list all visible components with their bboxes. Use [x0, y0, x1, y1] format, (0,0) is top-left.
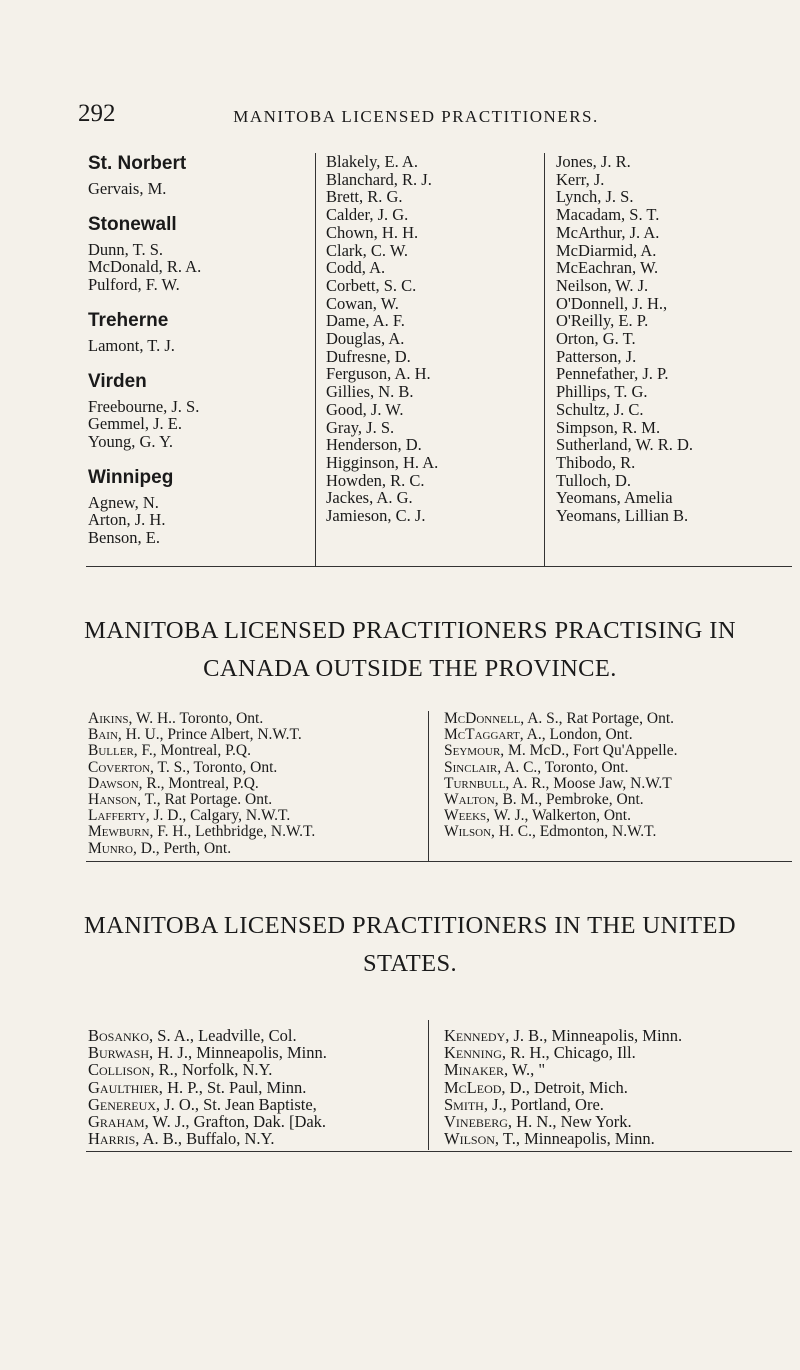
practitioner-entry — [444, 1096, 784, 1113]
canada-list-left — [88, 711, 418, 857]
practitioner-name: Tulloch, D. — [556, 470, 632, 490]
entry-surname: Graham, — [88, 1112, 149, 1132]
practitioner-entry — [88, 1061, 418, 1078]
practitioner-name: McEachran, W. — [556, 258, 659, 278]
entry-surname: Wilson, — [444, 1129, 500, 1149]
practitioner-name: Calder, J. G. — [326, 205, 409, 225]
entry-surname: Bain, — [88, 726, 122, 744]
practitioner-name: Blanchard, R. J. — [326, 169, 432, 189]
practitioner-entry — [444, 808, 784, 824]
practitioner-name: Chown, H. H. — [326, 222, 419, 242]
practitioner-name: Schultz, J. C. — [556, 399, 644, 419]
practitioner-name: Patterson, J. — [556, 346, 637, 366]
entry-surname: Lafferty, — [88, 807, 150, 825]
entry-details: J. B., Minneapolis, Minn. — [509, 1026, 683, 1045]
town-column-2 — [326, 153, 536, 525]
entry-surname: Coverton, — [88, 758, 154, 776]
practitioner-name: Dame, A. F. — [326, 311, 405, 331]
entry-surname: Bosanko, — [88, 1026, 154, 1045]
entry-surname: McDonnell, — [444, 710, 525, 727]
practitioner-name: Pulford, F. W. — [88, 275, 180, 295]
canada-title-line-2: CANADA OUTSIDE THE PROVINCE. — [203, 655, 617, 682]
entry-details: A. R., Moose Jaw, N.W.T — [509, 774, 672, 792]
entry-surname: McLeod, — [444, 1077, 506, 1097]
town-column-3 — [556, 153, 776, 525]
section-rule-1 — [86, 566, 792, 567]
practitioner-entry — [88, 1044, 418, 1061]
us-section-title — [60, 907, 760, 983]
practitioner-name: McArthur, J. A. — [556, 222, 660, 242]
town-heading: Stonewall — [88, 213, 177, 235]
practitioner-name: Macadam, S. T. — [556, 205, 660, 225]
entry-surname: Collison, — [88, 1060, 155, 1080]
column-divider-2 — [544, 153, 545, 566]
practitioner-name: Benson, E. — [88, 528, 160, 548]
entry-details: H. J., Minneapolis, Minn. — [153, 1043, 327, 1063]
entry-surname: Minaker, — [444, 1060, 509, 1080]
running-title: MANITOBA LICENSED PRACTITIONERS. — [233, 107, 599, 126]
entry-details: A. S., Rat Portage, Ont. — [524, 710, 675, 727]
entry-details: R., Montreal, P.Q. — [142, 774, 259, 792]
practitioner-name: Brett, R. G. — [326, 187, 403, 207]
practitioner-name: Kerr, J. — [556, 169, 605, 189]
practitioner-entry — [444, 776, 784, 792]
entry-details: T., Rat Portage. Ont. — [140, 791, 273, 809]
practitioner-entry — [88, 1130, 418, 1147]
practitioner-entry — [88, 711, 418, 727]
practitioner-entry — [444, 727, 784, 743]
practitioner-name: Cowan, W. — [326, 293, 399, 313]
practitioner-name: Dunn, T. S. — [88, 239, 164, 259]
practitioner-entry — [88, 1027, 418, 1044]
practitioner-entry — [88, 824, 418, 840]
entry-surname: Buller, — [88, 742, 138, 760]
practitioner-entry — [444, 1079, 784, 1096]
practitioner-entry — [444, 792, 784, 808]
town-heading: Virden — [88, 370, 147, 392]
entry-details: S. A., Leadville, Col. — [153, 1026, 297, 1045]
entry-details: A. B., Buffalo, N.Y. — [139, 1129, 275, 1149]
entry-surname: Aikins, — [88, 710, 133, 727]
entry-surname: Smith, — [444, 1094, 488, 1114]
practitioner-entry — [88, 841, 418, 857]
practitioner-name: McDiarmid, A. — [556, 240, 657, 260]
entry-surname: Munro, — [88, 839, 137, 857]
entry-details: W. H.. Toronto, Ont. — [132, 710, 264, 727]
entry-details: D., Detroit, Mich. — [505, 1077, 628, 1097]
entry-surname: Turnbull, — [444, 774, 510, 792]
practitioner-name: O'Reilly, E. P. — [556, 311, 649, 331]
practitioner-name: Jackes, A. G. — [326, 488, 413, 508]
practitioner-name: Young, G. Y. — [88, 431, 173, 451]
entry-details: A. C., Toronto, Ont. — [501, 758, 629, 776]
practitioner-entry — [88, 760, 418, 776]
section-rule-2 — [86, 861, 792, 862]
column-divider-1 — [315, 153, 316, 566]
practitioner-entry — [444, 1130, 784, 1147]
practitioner-name: Clark, C. W. — [326, 240, 409, 260]
entry-details: T. S., Toronto, Ont. — [153, 758, 278, 776]
practitioner-entry — [88, 727, 418, 743]
town-heading: St. Norbert — [88, 153, 187, 174]
entry-surname: Sinclair, — [444, 758, 502, 776]
practitioner-name: Lynch, J. S. — [556, 187, 634, 207]
practitioner-name: Gervais, M. — [88, 179, 167, 198]
practitioner-name: Good, J. W. — [326, 399, 404, 419]
entry-details: W., " — [508, 1060, 546, 1080]
town-column-1 — [88, 153, 303, 547]
entry-details: A., London, Ont. — [523, 726, 633, 744]
entry-surname: Kenning, — [444, 1043, 507, 1063]
practitioner-entry — [88, 1079, 418, 1096]
practitioner-entry — [444, 711, 784, 727]
page-number: 292 — [78, 100, 116, 127]
canada-title-line-1: MANITOBA LICENSED PRACTITIONERS PRACTISING IN — [84, 617, 736, 644]
practitioner-entry — [88, 1096, 418, 1113]
entry-details: W. J., Grafton, Dak. [Dak. — [148, 1112, 327, 1132]
practitioner-entry — [444, 760, 784, 776]
practitioner-name: Gray, J. S. — [326, 417, 395, 437]
practitioner-name: Gemmel, J. E. — [88, 414, 182, 434]
practitioner-name: Lamont, T. J. — [88, 335, 175, 355]
us-list-right — [444, 1027, 784, 1147]
practitioner-name: Thibodo, R. — [556, 452, 636, 472]
practitioner-entry — [88, 743, 418, 759]
entry-surname: Hanson, — [88, 791, 141, 809]
practitioner-name: Phillips, T. G. — [556, 382, 648, 402]
practitioner-name: Higginson, H. A. — [326, 452, 439, 472]
practitioner-name: Codd, A. — [326, 258, 386, 278]
town-heading: Treherne — [88, 309, 169, 331]
practitioner-name: Henderson, D. — [326, 435, 422, 455]
entry-surname: Kennedy, — [444, 1026, 510, 1045]
practitioner-name: Freebourne, J. S. — [88, 396, 200, 416]
entry-details: J. O., St. Jean Baptiste, — [160, 1094, 317, 1114]
practitioner-name: Ferguson, A. H. — [326, 364, 431, 384]
entry-surname: Vineberg, — [444, 1112, 513, 1132]
canada-divider — [428, 711, 429, 861]
practitioner-name: Jamieson, C. J. — [326, 506, 426, 526]
entry-details: F., Montreal, P.Q. — [137, 742, 251, 760]
practitioner-entry — [444, 824, 784, 840]
practitioner-name: Douglas, A. — [326, 329, 405, 349]
entry-details: M. McD., Fort Qu'Appelle. — [504, 742, 678, 760]
entry-surname: Harris, — [88, 1129, 140, 1149]
entry-details: H. N., New York. — [512, 1112, 632, 1132]
entry-details: H. C., Edmonton, N.W.T. — [494, 823, 657, 841]
practitioner-name: Howden, R. C. — [326, 470, 425, 490]
section-rule-3 — [86, 1151, 792, 1152]
entry-details: B. M., Pembroke, Ont. — [498, 791, 644, 809]
practitioner-entry — [444, 1044, 784, 1061]
practitioner-entry — [444, 1113, 784, 1130]
practitioner-entry — [444, 1061, 784, 1078]
practitioner-entry — [88, 776, 418, 792]
practitioner-name: Jones, J. R. — [556, 152, 631, 171]
entry-details: R. H., Chicago, Ill. — [506, 1043, 636, 1063]
practitioner-entry — [88, 1113, 418, 1130]
practitioner-name: Corbett, S. C. — [326, 275, 417, 295]
entry-surname: Burwash, — [88, 1043, 154, 1063]
town-heading: Winnipeg — [88, 466, 174, 488]
practitioner-entry — [444, 743, 784, 759]
practitioner-name: Blakely, E. A. — [326, 152, 418, 171]
practitioner-name: Sutherland, W. R. D. — [556, 435, 694, 455]
canada-list-right — [444, 711, 784, 841]
us-title-line-1: MANITOBA LICENSED PRACTITIONERS IN THE UNITED — [83, 912, 737, 939]
practitioner-entry — [88, 808, 418, 824]
practitioner-name: Simpson, R. M. — [556, 417, 661, 437]
entry-details: H. P., St. Paul, Minn. — [162, 1077, 307, 1097]
us-list-left — [88, 1027, 418, 1147]
running-head — [78, 100, 718, 130]
entry-surname: Walton, — [444, 791, 499, 809]
practitioner-name: Neilson, W. J. — [556, 275, 649, 295]
practitioner-name: Yeomans, Amelia — [556, 488, 673, 508]
entry-details: R., Norfolk, N.Y. — [154, 1060, 273, 1080]
practitioner-name: Orton, G. T. — [556, 329, 636, 349]
practitioner-name: Arton, J. H. — [88, 510, 166, 530]
entry-surname: Weeks, — [444, 807, 491, 825]
entry-details: F. H., Lethbridge, N.W.T. — [153, 823, 316, 841]
practitioner-name: McDonald, R. A. — [88, 257, 202, 277]
entry-surname: Dawson, — [88, 774, 143, 792]
entry-surname: Mewburn, — [88, 823, 154, 841]
canada-section-title — [60, 612, 760, 688]
us-title-line-2: STATES. — [362, 950, 458, 977]
entry-surname: McTaggart, — [444, 726, 524, 744]
entry-surname: Seymour, — [444, 742, 505, 760]
entry-details: T., Minneapolis, Minn. — [499, 1129, 655, 1149]
entry-details: J. D., Calgary, N.W.T. — [149, 807, 291, 825]
entry-surname: Gaulthier, — [88, 1077, 163, 1097]
practitioner-entry — [444, 1027, 784, 1044]
entry-details: W. J., Walkerton, Ont. — [490, 807, 631, 825]
entry-details: D., Perth, Ont. — [136, 839, 232, 857]
entry-details: H. U., Prince Albert, N.W.T. — [121, 726, 302, 744]
entry-details: J., Portland, Ore. — [487, 1094, 604, 1114]
practitioner-name: Agnew, N. — [88, 492, 159, 512]
us-divider — [428, 1020, 429, 1150]
practitioner-name: Dufresne, D. — [326, 346, 411, 366]
practitioner-name: Gillies, N. B. — [326, 382, 414, 402]
practitioner-name: Yeomans, Lillian B. — [556, 506, 689, 526]
practitioner-name: O'Donnell, J. H., — [556, 293, 668, 313]
entry-surname: Genereux, — [88, 1094, 161, 1114]
practitioner-name: Pennefather, J. P. — [556, 364, 669, 384]
practitioner-entry — [88, 792, 418, 808]
entry-surname: Wilson, — [444, 823, 495, 841]
